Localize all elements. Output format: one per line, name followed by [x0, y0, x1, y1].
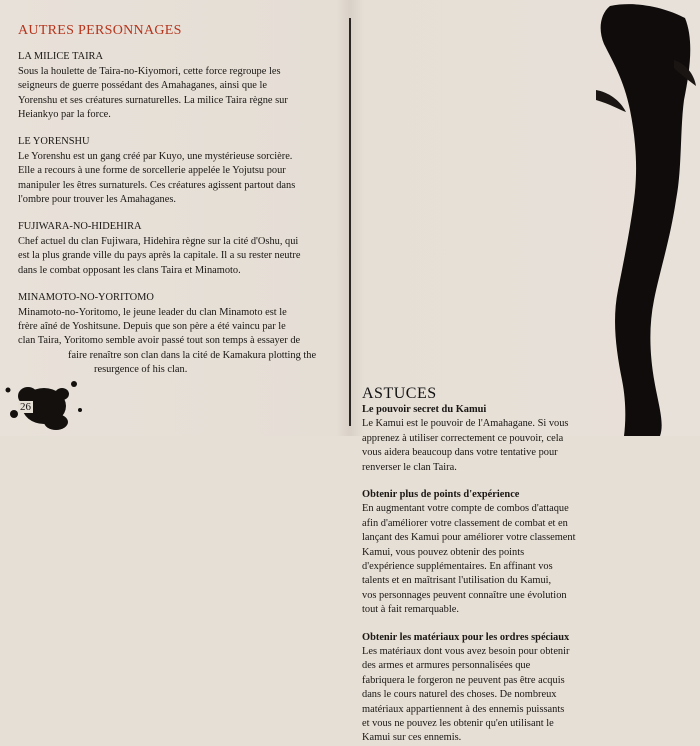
- ink-brush-stroke-decoration: [590, 0, 700, 436]
- text-line: talents et en maîtrisant l'utilisation du Kamui,: [362, 575, 552, 587]
- text-line: seigneurs de guerre possédant des Amahaganes, ainsi que le: [18, 80, 268, 92]
- column-divider: [349, 18, 351, 426]
- tip-title: Le pouvoir secret du Kamui: [362, 403, 487, 415]
- right-column: [362, 384, 608, 746]
- text-line: et vous ne pouvez les obtenir qu'en utilisant le: [362, 718, 554, 730]
- text-line: apprenez à utiliser correctement ce pouvoir, cela: [362, 432, 564, 444]
- text-line: afin d'améliorer votre classement de combat et en: [362, 517, 568, 529]
- tip-title: Obtenir les matériaux pour les ordres spéciaux: [362, 631, 570, 643]
- section-heading-autres-personnages: AUTRES PERSONNAGES: [18, 23, 182, 38]
- ink-splatter-decoration: [0, 370, 90, 436]
- text-line: En augmentant votre compte de combos d'attaque: [362, 503, 569, 515]
- text-line: Yorenshu et ses créatures surnaturelles. La milice Taira règne sur: [18, 94, 288, 106]
- entry-title: LA MILICE TAIRA: [18, 51, 103, 63]
- text-line: lançant des Kamui pour améliorer votre classement: [362, 532, 576, 544]
- tip-experience-points: [362, 488, 608, 618]
- text-line: resurgence of his clan.: [94, 364, 188, 376]
- entry-title: FUJIWARA-NO-HIDEHIRA: [18, 221, 142, 233]
- text-line: Sous la houlette de Taira-no-Kiyomori, cette force regroupe les: [18, 65, 281, 77]
- text-line: Chef actuel du clan Fujiwara, Hidehira règne sur la cité d'Oshu, qui: [18, 235, 299, 247]
- character-entry-milice-taira: [18, 50, 340, 122]
- text-line: Les matériaux dont vous avez besoin pour obtenir: [362, 646, 570, 658]
- text-line: frère aîné de Yoshitsune. Depuis que son père a été vaincu par le: [18, 320, 286, 332]
- tip-title: Obtenir plus de points d'expérience: [362, 488, 520, 500]
- text-line: Le Kamui est le pouvoir de l'Amahagane. Si vous: [362, 418, 569, 430]
- text-line: dans le combat opposant les clans Taira et Minamoto.: [18, 264, 241, 276]
- entry-title: MINAMOTO-NO-YORITOMO: [18, 292, 154, 304]
- text-line: d'expérience supplémentaires. En affinant vos: [362, 561, 553, 572]
- section-heading-astuces: ASTUCES: [362, 384, 437, 402]
- text-line: l'ombre pour trouver les Amahaganes.: [18, 194, 176, 206]
- character-entry-fujiwara: [18, 220, 340, 278]
- text-line: renverser le clan Taira.: [362, 461, 457, 473]
- text-line: Le Yorenshu est un gang créé par Kuyo, une mystérieuse sorcière.: [18, 150, 293, 162]
- tip-special-order-materials: [362, 631, 608, 746]
- text-line: des armes et armures personnalisées que: [362, 660, 531, 672]
- text-line: dans le cours naturel des choses. De nombreux: [362, 689, 557, 701]
- entry-title: LE YORENSHU: [18, 136, 90, 148]
- text-line: manipuler les êtres surnaturels. Ces créatures agissent partout dans: [18, 179, 296, 191]
- text-line: clan Taira, Yoritomo semble avoir passé tout son temps à essayer de: [18, 335, 301, 347]
- text-line: vous aidera beaucoup dans votre tentative pour: [362, 447, 558, 459]
- character-entry-minamoto: [18, 291, 340, 377]
- page-number: 26: [20, 401, 31, 413]
- text-line: tout à fait remarquable.: [362, 604, 459, 616]
- text-line: matériaux appartiennent à des ennemis puissants: [362, 703, 565, 715]
- text-line: Minamoto-no-Yoritomo, le jeune leader du clan Minamoto est le: [18, 306, 287, 318]
- left-column: [18, 24, 340, 378]
- text-line: Elle a recours à une forme de sorcellerie appelée le Yojutsu pour: [18, 165, 286, 177]
- text-line: Kamui, vous pouvez obtenir des points: [362, 546, 525, 558]
- text-line: est la plus grande ville du pays après la capitale. Il a su rester neutre: [18, 250, 301, 262]
- text-line: faire renaître son clan dans la cité de Kamakura plotting the: [68, 349, 317, 361]
- text-line: fabriquera le forgeron ne peuvent pas être acquis: [362, 674, 565, 686]
- text-line: vos personnages peuvent connaître une évolution: [362, 589, 567, 601]
- text-line: Kamui sur ces ennemis.: [362, 732, 462, 744]
- text-line: Heiankyo par la force.: [18, 109, 111, 121]
- character-entry-yorenshu: [18, 135, 340, 207]
- tip-kamui-power: [362, 403, 608, 475]
